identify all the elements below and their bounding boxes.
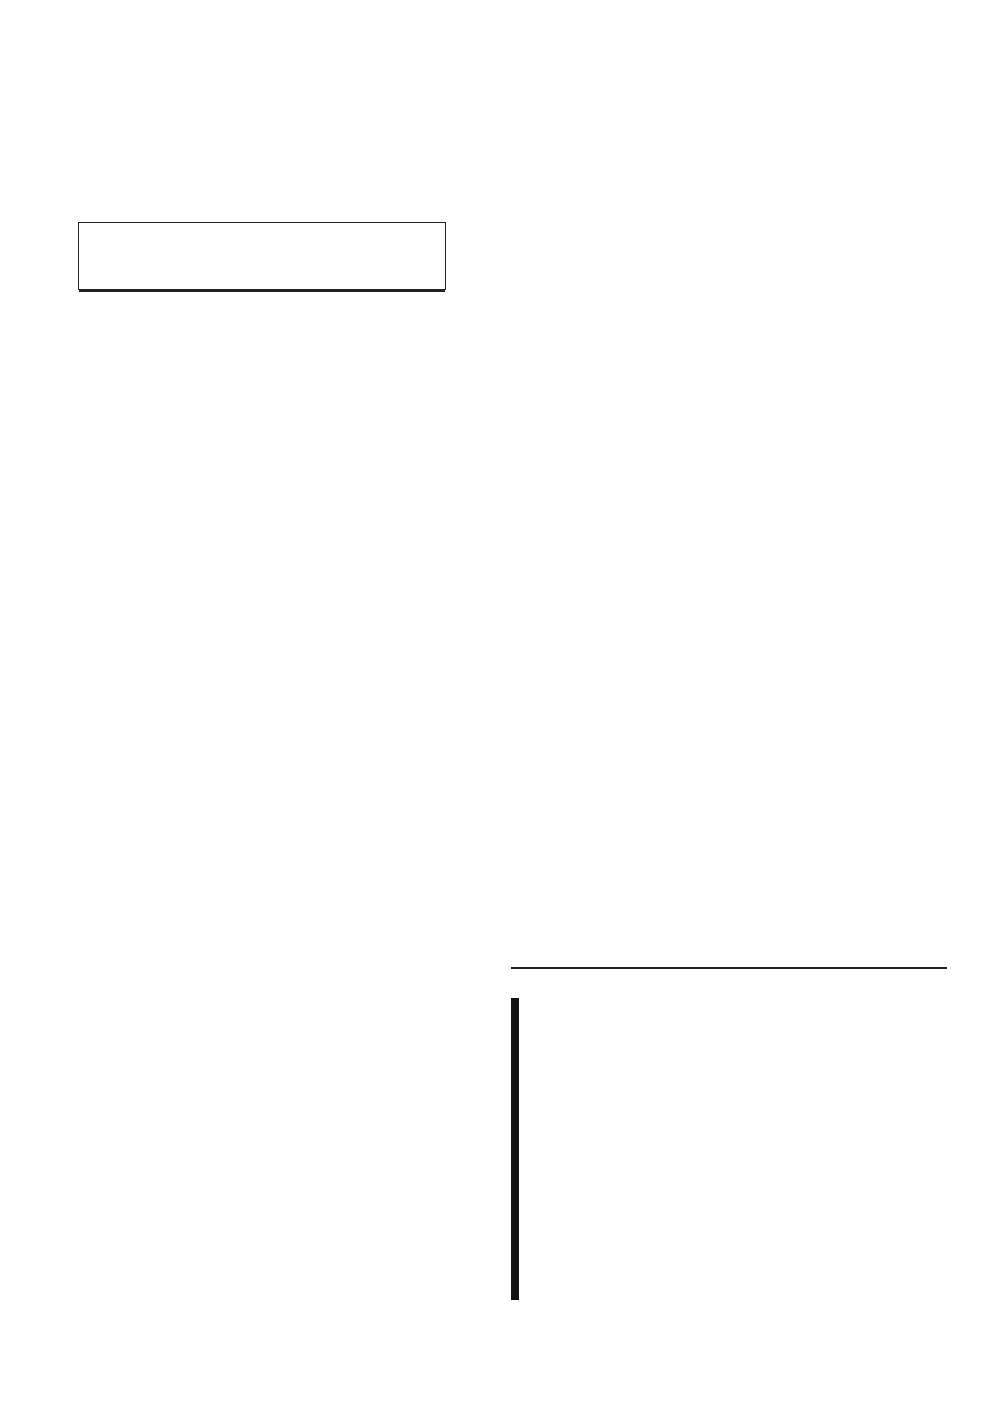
advertisement-bar: [511, 998, 519, 1300]
column-divider-rule: [511, 967, 947, 969]
author-box: [78, 222, 446, 290]
top-ornament-border: [48, 96, 948, 142]
middle-ornament-border: [48, 408, 948, 454]
